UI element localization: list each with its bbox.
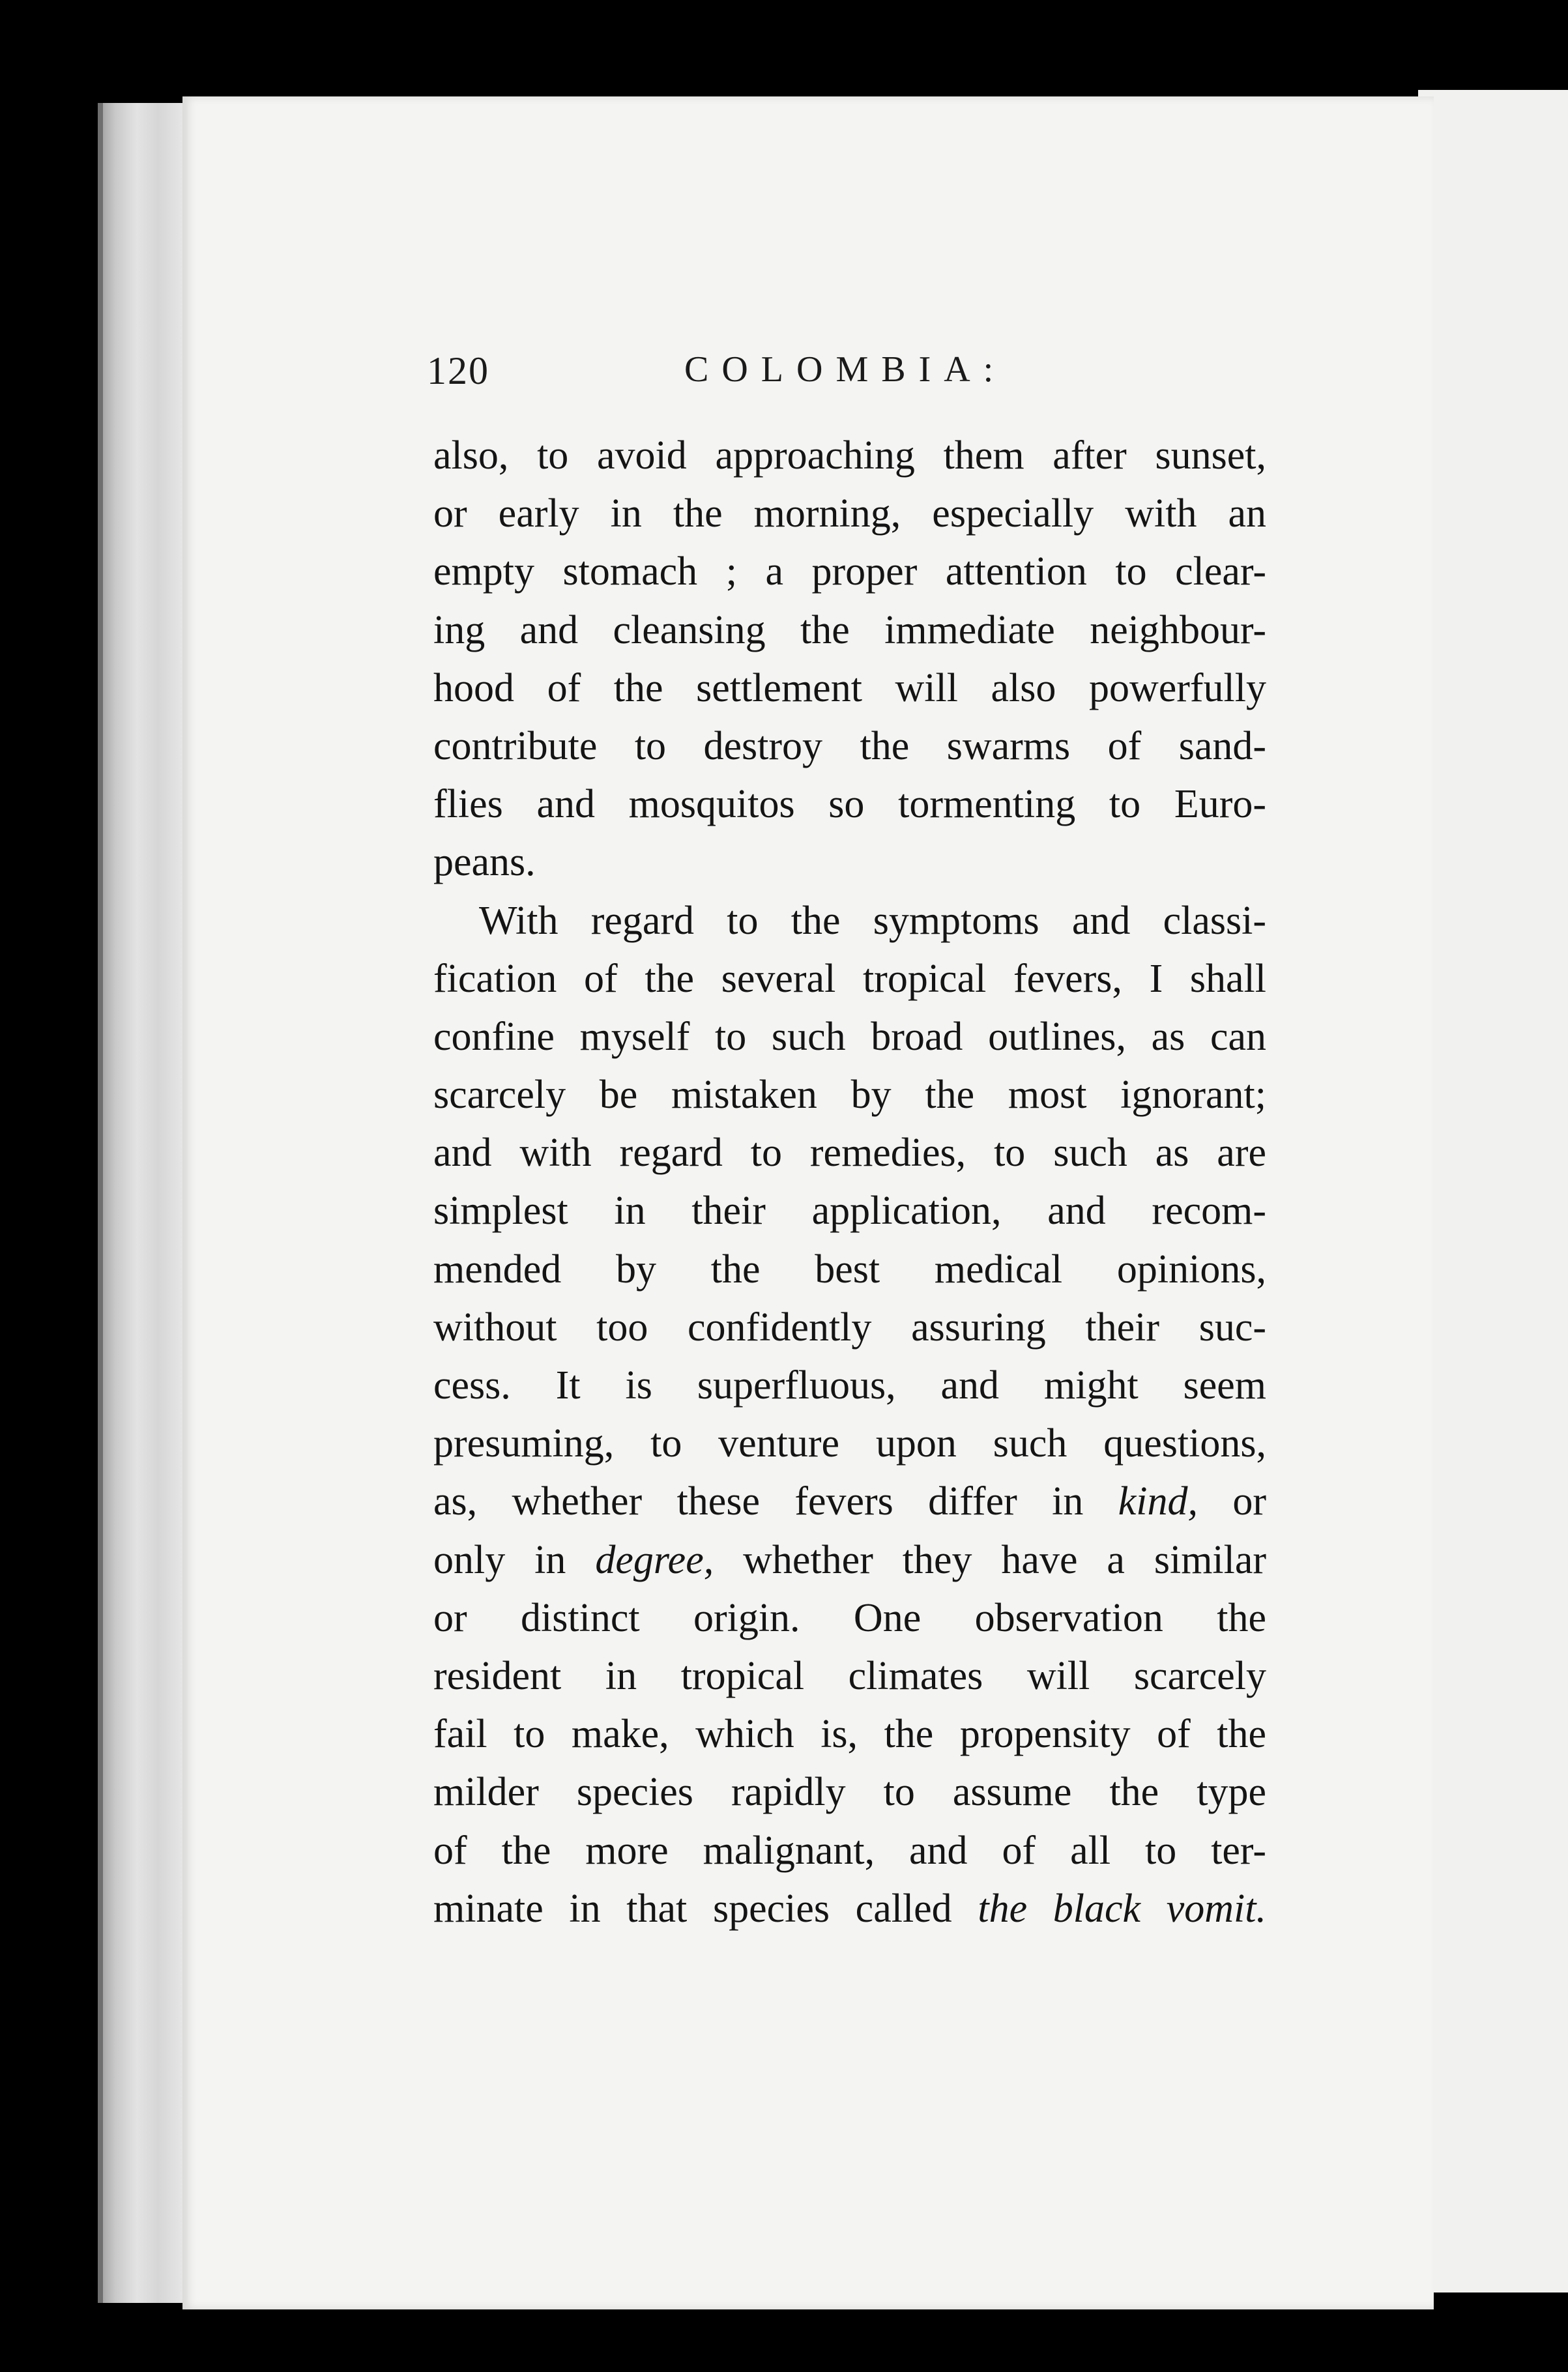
text-line: peans. — [433, 840, 536, 885]
text-line: and with regard to remedies, to such as are — [433, 1131, 1266, 1176]
text-line: flies and mosquitos so tormenting to Euro- — [433, 782, 1266, 827]
facing-page — [1418, 90, 1568, 2292]
text-run: or — [1232, 1479, 1266, 1524]
text-line: fail to make, which is, the propensity of the — [433, 1712, 1266, 1757]
page-edge-stack — [98, 103, 196, 2303]
paragraph-2 — [433, 892, 1266, 1938]
text-run: only in — [433, 1537, 566, 1582]
text-line: of the more malignant, and of all to ter- — [433, 1828, 1266, 1873]
text-line: without too confidently assuring their suc- — [433, 1305, 1266, 1350]
italic-word: kind, — [1118, 1479, 1198, 1524]
text-line: presuming, to venture upon such questions, — [433, 1421, 1266, 1466]
text-line — [433, 1531, 1266, 1589]
paragraph-1 — [433, 427, 1266, 892]
body-text — [433, 427, 1266, 1938]
text-line: milder species rapidly to assume the type — [433, 1770, 1266, 1815]
text-line — [433, 1473, 1266, 1531]
text-line: With regard to the symptoms and classi- — [479, 898, 1266, 943]
text-line: ing and cleansing the immediate neighbour- — [433, 607, 1266, 652]
running-head — [427, 349, 1274, 401]
text-line: mended by the best medical opinions, — [433, 1247, 1266, 1292]
running-title: COLOMBIA: — [684, 349, 1007, 390]
text-line: or early in the morning, especially with an — [433, 491, 1266, 536]
text-line: hood of the settlement will also powerfully — [433, 665, 1266, 710]
text-line: resident in tropical climates will scarcely — [433, 1653, 1266, 1698]
text-line: empty stomach ; a proper attention to clear- — [433, 549, 1266, 594]
text-line: simplest in their application, and recom- — [433, 1189, 1266, 1234]
page-number: 120 — [427, 349, 489, 392]
text-line: confine myself to such broad outlines, as can — [433, 1014, 1266, 1059]
text-line — [433, 1880, 1266, 1938]
text-run: as, whether these fevers differ in — [433, 1479, 1084, 1524]
text-run: minate in that species called — [433, 1886, 952, 1931]
text-line: scarcely be mistaken by the most ignorant; — [433, 1073, 1266, 1118]
italic-word: the black vomit. — [978, 1886, 1266, 1931]
text-line: or distinct origin. One observation the — [433, 1595, 1266, 1640]
italic-word: degree, — [595, 1537, 714, 1582]
text-line: fication of the several tropical fevers, I shall — [433, 956, 1266, 1001]
text-line: cess. It is superfluous, and might seem — [433, 1363, 1266, 1408]
text-line: contribute to destroy the swarms of sand- — [433, 723, 1266, 768]
text-line: also, to avoid approaching them after sunset, — [433, 433, 1266, 478]
text-run: whether they have a similar — [743, 1537, 1267, 1582]
